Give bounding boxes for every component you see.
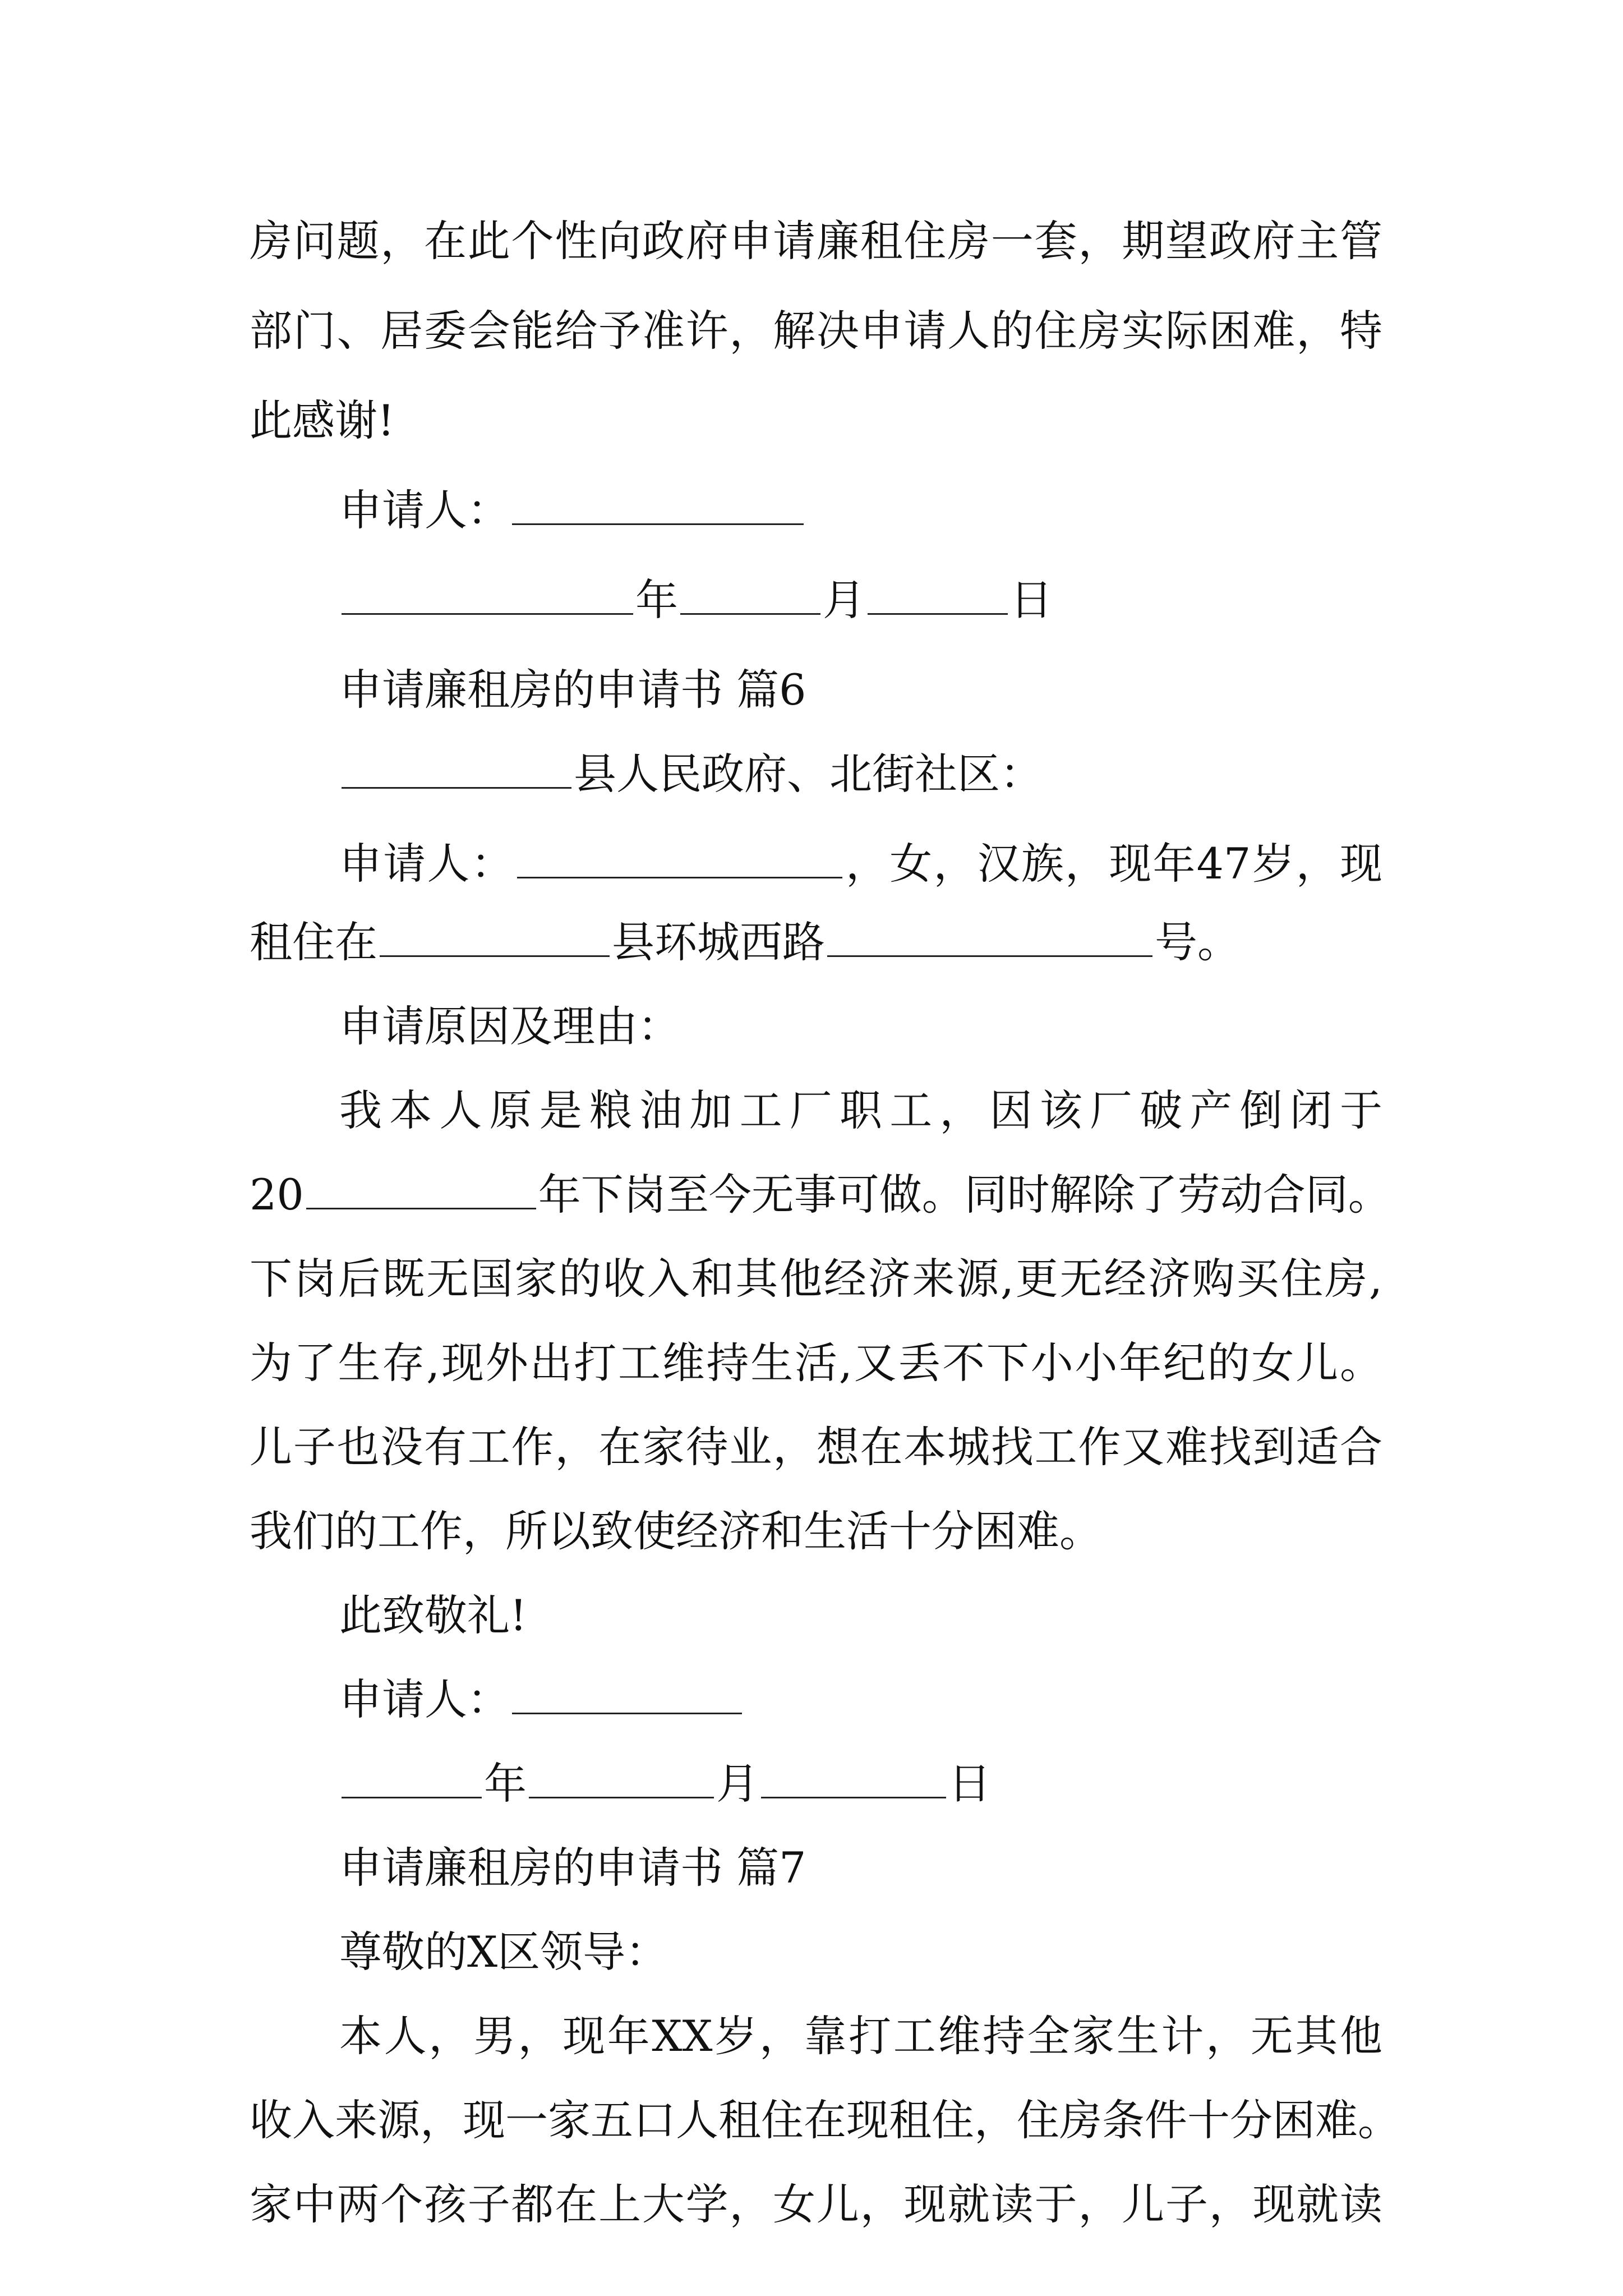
residence-number-blank bbox=[827, 921, 1152, 957]
paragraph-line bbox=[250, 376, 1623, 466]
reason-label-line bbox=[339, 982, 1623, 1071]
year-label: 年 bbox=[484, 1759, 527, 1809]
paragraph-line bbox=[339, 1991, 1382, 2081]
year-blank bbox=[306, 1173, 536, 1209]
paragraph-line bbox=[250, 2076, 1400, 2165]
paragraph-line bbox=[250, 2160, 1382, 2249]
applicant-signature-line bbox=[339, 466, 1623, 555]
addressee-line bbox=[339, 1907, 1623, 1997]
text-span: 我本人原是粮油加工厂职工，因该厂破产倒闭于 bbox=[339, 1085, 1382, 1135]
residence-prefix: 租住在 bbox=[250, 917, 377, 967]
text-span: 家中两个孩子都在上大学，女儿，现就读于，儿子，现就读 bbox=[250, 2179, 1382, 2229]
addressee-text: 尊敬的X区领导： bbox=[339, 1927, 668, 1977]
applicant-blank bbox=[512, 1678, 742, 1714]
text-span: 为了生存,现外出打工维持生活,又丢不下小小年纪的女儿。 bbox=[250, 1338, 1382, 1388]
closing-line bbox=[339, 1571, 1623, 1660]
year-blank bbox=[342, 1762, 482, 1798]
text-span: 收入来源，现一家五口人租住在现租住，住房条件十分困难。 bbox=[250, 2095, 1400, 2145]
applicant-label: 申请人： bbox=[339, 485, 510, 535]
closing-text: 此致敬礼! bbox=[339, 1590, 527, 1640]
section-heading bbox=[339, 645, 1623, 735]
addressee-line bbox=[339, 729, 1623, 819]
applicant-info: ，女，汉族，现年47岁，现 bbox=[844, 839, 1382, 889]
text-span: 部门、居委会能给予准许，解决申请人的住房实际困难，特 bbox=[250, 306, 1382, 356]
day-label: 日 bbox=[1010, 575, 1053, 625]
residence-suffix: 号。 bbox=[1155, 917, 1240, 967]
section-heading bbox=[339, 1823, 1623, 1913]
date-line bbox=[339, 555, 1623, 645]
day-label: 日 bbox=[948, 1759, 991, 1809]
paragraph-line bbox=[250, 1487, 1623, 1576]
reason-label: 申请原因及理由： bbox=[339, 1001, 680, 1051]
residence-middle: 县环城西路 bbox=[612, 917, 825, 967]
heading-text: 申请廉租房的申请书 篇7 bbox=[339, 1843, 806, 1893]
month-label: 月 bbox=[823, 575, 865, 625]
paragraph-line bbox=[250, 1402, 1382, 1492]
applicant-info-line bbox=[339, 819, 1382, 909]
heading-text: 申请廉租房的申请书 篇6 bbox=[339, 665, 806, 715]
year-label: 年 bbox=[635, 575, 678, 625]
applicant-label: 申请人： bbox=[339, 1674, 510, 1724]
month-blank bbox=[529, 1762, 714, 1798]
year-blank bbox=[342, 578, 633, 615]
paragraph-line bbox=[250, 286, 1382, 376]
applicant-prefix: 申请人： bbox=[339, 839, 515, 889]
text-span: 儿子也没有工作，在家待业，想在本城找工作又难找到适合 bbox=[250, 1422, 1382, 1472]
paragraph-line bbox=[250, 1150, 1623, 1240]
text-span: 本人，男，现年XX岁，靠打工维持全家生计，无其他 bbox=[339, 2011, 1382, 2061]
paragraph-line bbox=[250, 1234, 1382, 1324]
applicant-blank bbox=[512, 489, 804, 525]
text-span: 此感谢! bbox=[250, 395, 395, 445]
county-blank bbox=[342, 752, 571, 789]
year-prefix: 20 bbox=[250, 1170, 304, 1220]
text-span: 房问题，在此个性向政府申请廉租住房一套，期望政府主管 bbox=[250, 216, 1382, 266]
addressee-text: 县人民政府、北街社区： bbox=[574, 749, 1043, 799]
text-span: 我们的工作，所以致使经济和生活十分困难。 bbox=[250, 1506, 1102, 1556]
text-span: 下岗后既无国家的收入和其他经济来源,更无经济购买住房, bbox=[250, 1254, 1382, 1304]
day-blank bbox=[868, 578, 1008, 615]
text-span: 年下岗至今无事可做。同时解除了劳动合同。 bbox=[538, 1170, 1391, 1220]
paragraph-line bbox=[250, 196, 1382, 286]
date-line bbox=[339, 1739, 1623, 1829]
month-label: 月 bbox=[716, 1759, 759, 1809]
applicant-name-blank bbox=[517, 842, 842, 878]
month-blank bbox=[680, 578, 820, 615]
day-blank bbox=[761, 1762, 946, 1798]
paragraph-line bbox=[339, 1066, 1382, 1156]
residence-county-blank bbox=[380, 921, 610, 957]
applicant-signature-line bbox=[339, 1655, 1623, 1745]
paragraph-line bbox=[250, 1318, 1382, 1408]
residence-line bbox=[250, 898, 1623, 987]
